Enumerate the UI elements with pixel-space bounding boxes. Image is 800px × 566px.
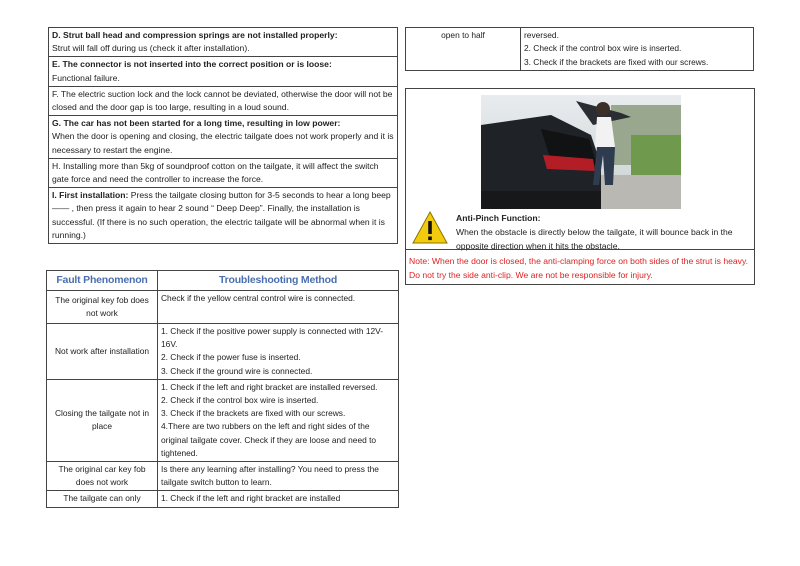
table-row [47, 491, 399, 507]
anti-pinch-note: Note: When the door is closed, the anti-clamping force on both sides of the strut is heavy. Do not try the side anti-clip. We are not be responsible for injury. [409, 256, 748, 280]
anti-pinch-text [456, 211, 751, 253]
method-line: 1. Check if the left and right bracket are installed [161, 493, 341, 504]
table-row [47, 324, 399, 380]
divider [406, 249, 754, 250]
method-line: 3. Check if the brackets are fixed with our screws. [524, 56, 709, 67]
method-cell [158, 491, 399, 507]
method-line: 2. Check if the control box wire is inserted. [161, 395, 319, 406]
table-row [47, 379, 399, 461]
method-cell [158, 379, 399, 461]
method-cell [158, 291, 399, 324]
method-line: 1. Check if the left and right bracket are installed reversed. [161, 381, 378, 392]
note-d [49, 28, 397, 57]
phenomenon-cell: Closing the tailgate not in place [47, 379, 158, 461]
method-line: 3. Check if the brackets are fixed with our screws. [161, 408, 346, 419]
table-header-row [47, 271, 399, 291]
note-body: When the door is opening and closing, the electric tailgate does not work properly and it is necessary to restart the engine. [52, 131, 394, 155]
note-body: Strut will fall off during us (check it after installation). [52, 43, 250, 54]
header-troubleshooting-method: Troubleshooting Method [158, 271, 399, 291]
phenomenon-cell: open to half [406, 28, 521, 71]
method-line: reversed. [524, 30, 559, 40]
note-e [49, 57, 397, 86]
method-line: 2. Check if the power fuse is inserted. [161, 352, 301, 363]
troubleshooting-table [46, 270, 399, 508]
method-cell [158, 462, 399, 491]
troubleshooting-table-continuation [405, 27, 754, 71]
phenomenon-cell: Not work after installation [47, 324, 158, 380]
method-line: 4.There are two rubbers on the left and right sides of the original tailgate cover. Check if they are loose and need to tightened. [161, 421, 377, 458]
phenomenon-cell: The original key fob does not work [47, 291, 158, 324]
method-line: 3. Check if the ground wire is connected. [161, 365, 313, 376]
method-cell [158, 324, 399, 380]
anti-pinch-body: When the obstacle is directly below the tailgate, it will bounce back in the opposite direction when it hits the obstacle. [456, 227, 733, 251]
table-row [47, 291, 399, 324]
notes-box [48, 27, 398, 244]
note-title: G. The car has not been started for a long time, resulting in low power: [52, 118, 341, 129]
note-g [49, 116, 397, 159]
note-body: Functional failure. [52, 72, 120, 83]
note-title: I. First installation: [52, 190, 129, 201]
note-body: Press the tailgate closing button for 3-5 seconds to hear a long beep —— , then press it again to hear 2 sound “ Deep Deep”. Finally, the installation is successful. (If there is no such operation, the electric tailgate will be abnormal when it is running.) [52, 190, 391, 240]
method-line: Check if the yellow central control wire is connected. [161, 293, 356, 303]
header-fault-phenomenon: Fault Phenomenon [47, 271, 158, 291]
phenomenon-cell: The tailgate can only [47, 491, 158, 507]
method-line: Is there any learning after installing? You need to press the tailgate switch button to learn. [161, 464, 379, 488]
tailgate-photo [481, 95, 681, 209]
anti-pinch-title: Anti-Pinch Function: [456, 213, 541, 223]
note-f [49, 87, 397, 116]
method-line: 1. Check if the positive power supply is connected with 12V-16V. [161, 326, 384, 350]
note-i [49, 188, 397, 243]
table-row [406, 28, 754, 71]
note-body: F. The electric suction lock and the lock cannot be deviated, otherwise the door will not be closed and the door gap is too large, resulting in a loud sound. [52, 88, 393, 113]
note-h [49, 159, 397, 188]
note-title: D. Strut ball head and compression springs are not installed properly: [52, 30, 338, 40]
method-cell [521, 28, 754, 71]
method-line: 2. Check if the control box wire is inserted. [524, 43, 682, 54]
note-body: H. Installing more than 5kg of soundproof cotton on the tailgate, it will affect the switch gate force and need the controller to increase the force. [52, 160, 379, 185]
note-title: E. The connector is not inserted into the correct position or is loose: [52, 59, 332, 70]
warning-icon [412, 210, 448, 246]
phenomenon-cell: The original car key fob does not work [47, 462, 158, 491]
table-row [47, 462, 399, 491]
anti-pinch-box [405, 88, 755, 285]
